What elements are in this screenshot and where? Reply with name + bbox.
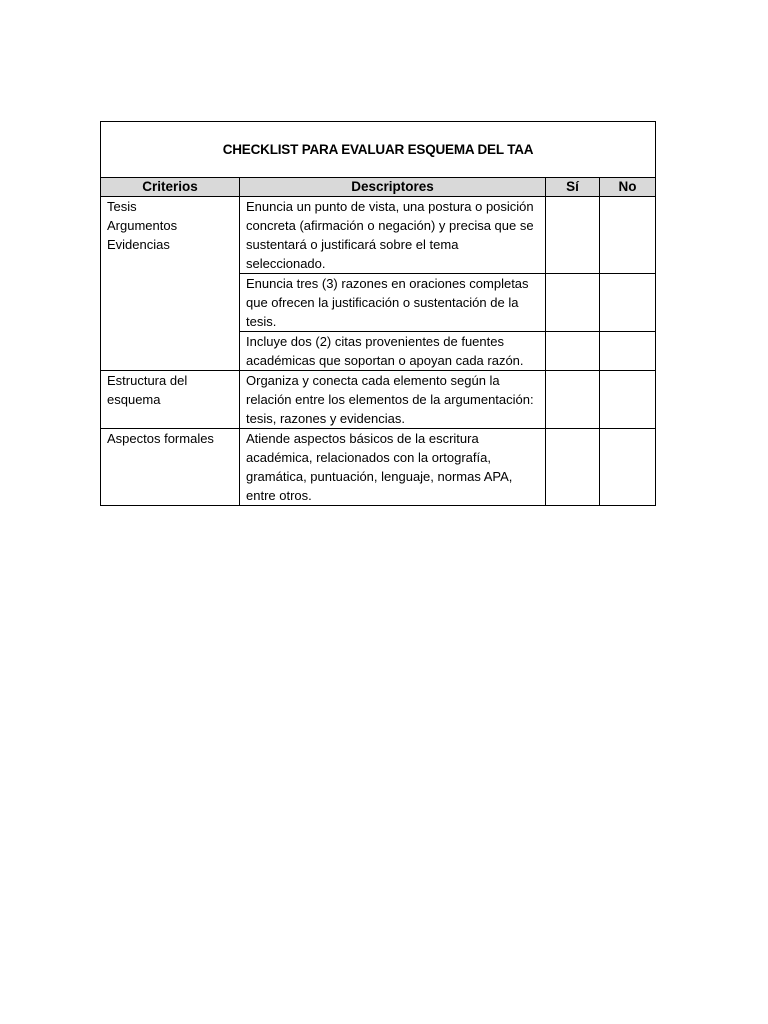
header-no: No bbox=[600, 178, 656, 197]
si-checkbox-cell[interactable] bbox=[546, 429, 600, 506]
no-checkbox-cell[interactable] bbox=[600, 274, 656, 332]
checklist-title: CHECKLIST PARA EVALUAR ESQUEMA DEL TAA bbox=[101, 122, 656, 178]
no-checkbox-cell[interactable] bbox=[600, 332, 656, 371]
table-row bbox=[101, 429, 656, 506]
title-row bbox=[101, 122, 656, 178]
criterio-cell bbox=[101, 371, 240, 429]
si-checkbox-cell[interactable] bbox=[546, 274, 600, 332]
criterio-cell bbox=[101, 429, 240, 506]
si-checkbox-cell[interactable] bbox=[546, 197, 600, 274]
descriptor-cell: Enuncia tres (3) razones en oraciones completas que ofrecen la justificación o sustentación de la tesis. bbox=[240, 274, 546, 332]
criterio-label: Aspectos formales bbox=[107, 431, 214, 446]
table-row bbox=[101, 197, 656, 274]
criterio-label: Evidencias bbox=[107, 237, 170, 252]
no-checkbox-cell[interactable] bbox=[600, 429, 656, 506]
criterio-label: Tesis bbox=[107, 199, 137, 214]
descriptor-cell: Organiza y conecta cada elemento según la relación entre los elementos de la argumentación: tesis, razones y evidencias. bbox=[240, 371, 546, 429]
checklist-table bbox=[100, 121, 656, 506]
descriptor-cell: Enuncia un punto de vista, una postura o posición concreta (afirmación o negación) y precisa que se sustentará o justificará sobre el tema seleccionado. bbox=[240, 197, 546, 274]
criterio-label: Estructura del esquema bbox=[107, 373, 188, 407]
header-criterios: Criterios bbox=[101, 178, 240, 197]
criterio-label: Argumentos bbox=[107, 218, 178, 233]
no-checkbox-cell[interactable] bbox=[600, 197, 656, 274]
header-si: Sí bbox=[546, 178, 600, 197]
criterio-cell bbox=[101, 197, 240, 371]
descriptor-cell: Incluye dos (2) citas provenientes de fuentes académicas que soportan o apoyan cada razón. bbox=[240, 332, 546, 371]
si-checkbox-cell[interactable] bbox=[546, 332, 600, 371]
no-checkbox-cell[interactable] bbox=[600, 371, 656, 429]
descriptor-cell: Atiende aspectos básicos de la escritura académica, relacionados con la ortografía, gramática, puntuación, lenguaje, normas APA, entre otros. bbox=[240, 429, 546, 506]
si-checkbox-cell[interactable] bbox=[546, 371, 600, 429]
header-descriptores: Descriptores bbox=[240, 178, 546, 197]
header-row bbox=[101, 178, 656, 197]
table-row bbox=[101, 371, 656, 429]
